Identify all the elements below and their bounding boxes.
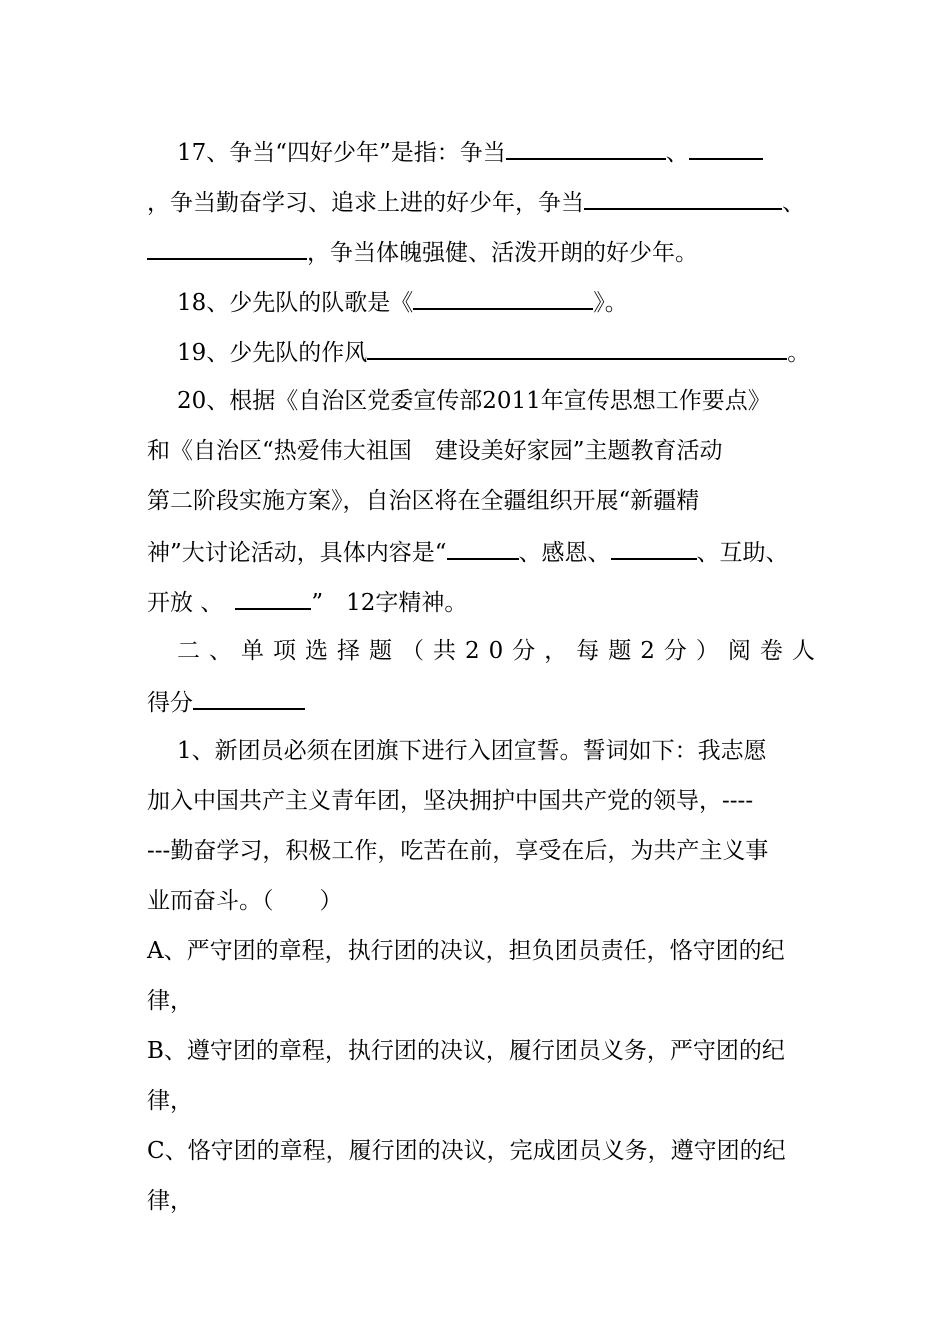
mc1-option-c-line-1: C、恪守团的章程，履行团的决议，完成团员义务，遵守团的纪 [147, 1138, 786, 1164]
q19-suffix: 。 [787, 340, 811, 366]
q17-line-3 [147, 236, 827, 268]
score-label: 得分 [147, 690, 193, 716]
q18-suffix: 》。 [593, 290, 628, 316]
mc1-line-3: ---勤奋学习，积极工作，吃苦在前，享受在后，为共产主义事 [147, 838, 769, 864]
q20-text-5a: 开放 、 [147, 590, 224, 616]
q18-line [177, 286, 857, 318]
q20-line-3: 第二阶段实施方案》，自治区将在全疆组织开展“新疆精 [147, 488, 700, 514]
q20-line-5 [147, 586, 827, 618]
q20-text-4a: 神”大讨论活动，具体内容是“ [147, 540, 447, 566]
mc1-option-a-line-1: A、严守团的章程，执行团的决议，担负团员责任，恪守团的纪 [147, 938, 785, 964]
q17-text-3: ，争当体魄强健、活泼开朗的好少年。 [307, 240, 698, 266]
q20-line-2: 和《自治区“热爱伟大祖国 建设美好家园”主题教育活动 [147, 438, 723, 464]
q19-prefix: 19、少先队的作风 [177, 340, 368, 366]
q20-blank-1[interactable] [447, 536, 519, 560]
q20-line-4 [147, 536, 827, 568]
q17-blank-2[interactable] [689, 136, 763, 160]
q19-blank[interactable] [367, 336, 787, 360]
q17-text-2: ，争当勤奋学习、追求上进的好少年，争当 [147, 190, 584, 216]
q17-blank-1[interactable] [506, 136, 666, 160]
mc1-line-1: 1、新团员必须在团旗下进行入团宣誓。誓词如下：我志愿 [177, 738, 767, 764]
q18-blank[interactable] [413, 286, 593, 310]
mc1-option-a-line-2: 律， [147, 988, 193, 1014]
q20-text-5b: ” 12字精神。 [311, 590, 468, 616]
mc1-option-b-line-1: B、遵守团的章程，执行团的决议，履行团员义务，严守团的纪 [147, 1038, 785, 1064]
q17-line-1 [177, 136, 857, 168]
q17-sep-2: 、 [782, 190, 805, 216]
q20-text-4b: 、感恩、 [518, 540, 611, 566]
q20-blank-3[interactable] [235, 586, 311, 610]
mc1-option-c-line-2: 律， [147, 1188, 193, 1214]
mc1-line-2: 加入中国共产主义青年团，坚决拥护中国共产党的领导，---- [147, 788, 754, 814]
q20-line-1: 20、根据《自治区党委宣传部2011年宣传思想工作要点》 [177, 388, 771, 414]
q17-blank-3[interactable] [584, 186, 782, 210]
q17-sep-1: 、 [665, 140, 689, 166]
q20-text-4c: 、互助、 [696, 540, 789, 566]
section-2-heading: 二、单项选择题（共20分，每题2分）阅卷人 [177, 638, 824, 664]
score-line [147, 686, 827, 718]
q17-text-1: 17、争当“四好少年”是指：争当 [177, 140, 506, 166]
mc1-line-4: 业而奋斗。（ ） [147, 888, 343, 914]
q17-line-2 [147, 186, 827, 218]
mc1-option-b-line-2: 律， [147, 1088, 193, 1114]
q18-prefix: 18、少先队的队歌是《 [177, 290, 414, 316]
score-blank[interactable] [193, 686, 305, 710]
q17-blank-4[interactable] [147, 236, 307, 260]
q20-blank-2[interactable] [611, 536, 697, 560]
q19-line [177, 336, 857, 368]
